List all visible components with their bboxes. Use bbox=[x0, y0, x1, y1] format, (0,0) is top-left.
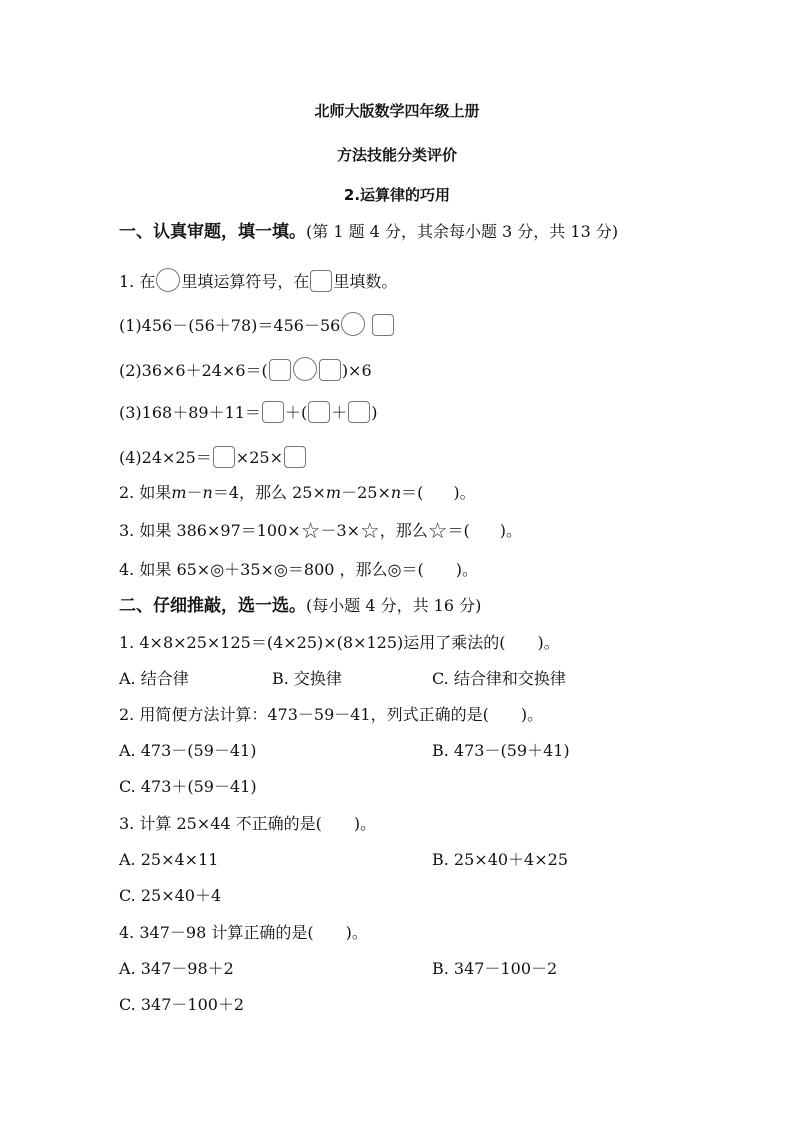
q1-s3-text-b: ＋( bbox=[284, 403, 308, 422]
option-a[interactable]: A. 结合律 bbox=[119, 669, 189, 688]
q2-text-f: )。 bbox=[453, 483, 476, 502]
part2-heading-text: 二、仔细推敲，选一选。 bbox=[119, 596, 306, 616]
part1-score-note: (第 1 题 4 分，其余每小题 3 分，共 13 分) bbox=[306, 222, 619, 241]
option-c[interactable]: C. 结合律和交换律 bbox=[432, 669, 566, 688]
q1-s3-text-c: ＋ bbox=[331, 403, 348, 422]
square-answer-box[interactable] bbox=[372, 314, 394, 336]
q2-text-a: 2. 如果 bbox=[119, 483, 172, 502]
square-answer-box[interactable] bbox=[308, 401, 330, 423]
q2-text-d: －25× bbox=[341, 483, 391, 502]
circle-blank-icon bbox=[156, 268, 180, 292]
part2-heading bbox=[119, 596, 481, 616]
part1-heading-text: 一、认真审题，填一填。 bbox=[119, 222, 306, 242]
choice-question-1: 1. 4×8×25×125＝(4×25)×(8×125)运用了乘法的( )。 bbox=[119, 633, 560, 652]
square-answer-box[interactable] bbox=[319, 359, 341, 381]
q1-intro-text-c: 里填数。 bbox=[333, 272, 398, 291]
circle-answer-box[interactable] bbox=[341, 312, 365, 336]
q3-text-e: )。 bbox=[499, 521, 523, 540]
page-title: 北师大版数学四年级上册 bbox=[314, 102, 480, 120]
question-4: 4. 如果 65×◎＋35×◎＝800 ，那么◎＝( )。 bbox=[119, 560, 478, 579]
square-answer-box[interactable] bbox=[213, 446, 235, 468]
option-b[interactable]: B. 25×40＋4×25 bbox=[432, 850, 569, 869]
q3-text-c: ，那么 bbox=[379, 521, 428, 540]
q2-text-e: ＝( bbox=[401, 483, 424, 502]
option-c[interactable]: C. 25×40＋4 bbox=[119, 886, 222, 905]
variable-m: m bbox=[171, 483, 187, 502]
q1-intro-text-a: 1. 在 bbox=[119, 272, 156, 291]
square-answer-box[interactable] bbox=[269, 359, 291, 381]
square-answer-box[interactable] bbox=[284, 446, 306, 468]
part1-heading bbox=[119, 222, 618, 242]
variable-n: n bbox=[202, 483, 213, 502]
question-2 bbox=[119, 483, 476, 503]
option-c[interactable]: C. 473＋(59－41) bbox=[119, 777, 257, 796]
option-a[interactable]: A. 473－(59－41) bbox=[119, 741, 257, 760]
unit-title: 2.运算律的巧用 bbox=[343, 186, 451, 204]
q1-s3-text-a: (3)168＋89＋11＝ bbox=[119, 403, 261, 422]
option-a[interactable]: A. 347－98＋2 bbox=[119, 959, 234, 978]
square-answer-box[interactable] bbox=[262, 401, 284, 423]
q1-s2-text-a: (2)36×6＋24×6＝( bbox=[119, 361, 268, 380]
question-1-sub-3 bbox=[119, 401, 377, 423]
option-a[interactable]: A. 25×4×11 bbox=[119, 850, 219, 869]
question-1-sub-2 bbox=[119, 357, 372, 381]
choice-question-4: 4. 347－98 计算正确的是( )。 bbox=[119, 923, 368, 942]
question-3 bbox=[119, 521, 522, 542]
q1-s2-text-b: )×6 bbox=[341, 361, 372, 380]
option-b[interactable]: B. 347－100－2 bbox=[432, 959, 558, 978]
choice-question-2: 2. 用简便方法计算：473－59－41，列式正确的是( )。 bbox=[119, 705, 544, 724]
q1-s4-text-a: (4)24×25＝ bbox=[119, 448, 212, 467]
square-blank-icon bbox=[310, 270, 332, 292]
q1-s3-text-d: ) bbox=[371, 403, 378, 422]
q2-text-c: ＝4，那么 25× bbox=[212, 483, 326, 502]
star-icon: ☆ bbox=[360, 519, 380, 544]
page-subtitle: 方法技能分类评价 bbox=[336, 146, 457, 164]
circle-answer-box[interactable] bbox=[293, 357, 317, 381]
q3-text-a: 3. 如果 386×97＝100× bbox=[119, 521, 301, 540]
star-icon: ☆ bbox=[300, 519, 321, 544]
variable-n: n bbox=[390, 483, 402, 502]
part2-score-note: (每小题 4 分，共 16 分) bbox=[306, 596, 482, 615]
q3-text-b: －3× bbox=[320, 521, 361, 540]
q1-s1-text: (1)456－(56＋78)＝456－56 bbox=[119, 316, 341, 335]
option-b[interactable]: B. 交换律 bbox=[272, 669, 342, 688]
q2-text-b: － bbox=[186, 483, 203, 502]
q1-s4-text-b: ×25× bbox=[235, 448, 283, 467]
option-c[interactable]: C. 347－100＋2 bbox=[119, 995, 245, 1014]
question-1-sub-4 bbox=[119, 446, 307, 468]
square-answer-box[interactable] bbox=[348, 401, 370, 423]
option-b[interactable]: B. 473－(59＋41) bbox=[432, 741, 570, 760]
question-1-intro bbox=[119, 268, 397, 292]
variable-m: m bbox=[325, 483, 342, 502]
q1-intro-text-b: 里填运算符号，在 bbox=[181, 272, 310, 291]
question-1-sub-1 bbox=[119, 312, 395, 336]
q3-text-d: ＝( bbox=[447, 521, 470, 540]
choice-question-3: 3. 计算 25×44 不正确的是( )。 bbox=[119, 814, 377, 833]
star-icon: ☆ bbox=[427, 519, 448, 544]
